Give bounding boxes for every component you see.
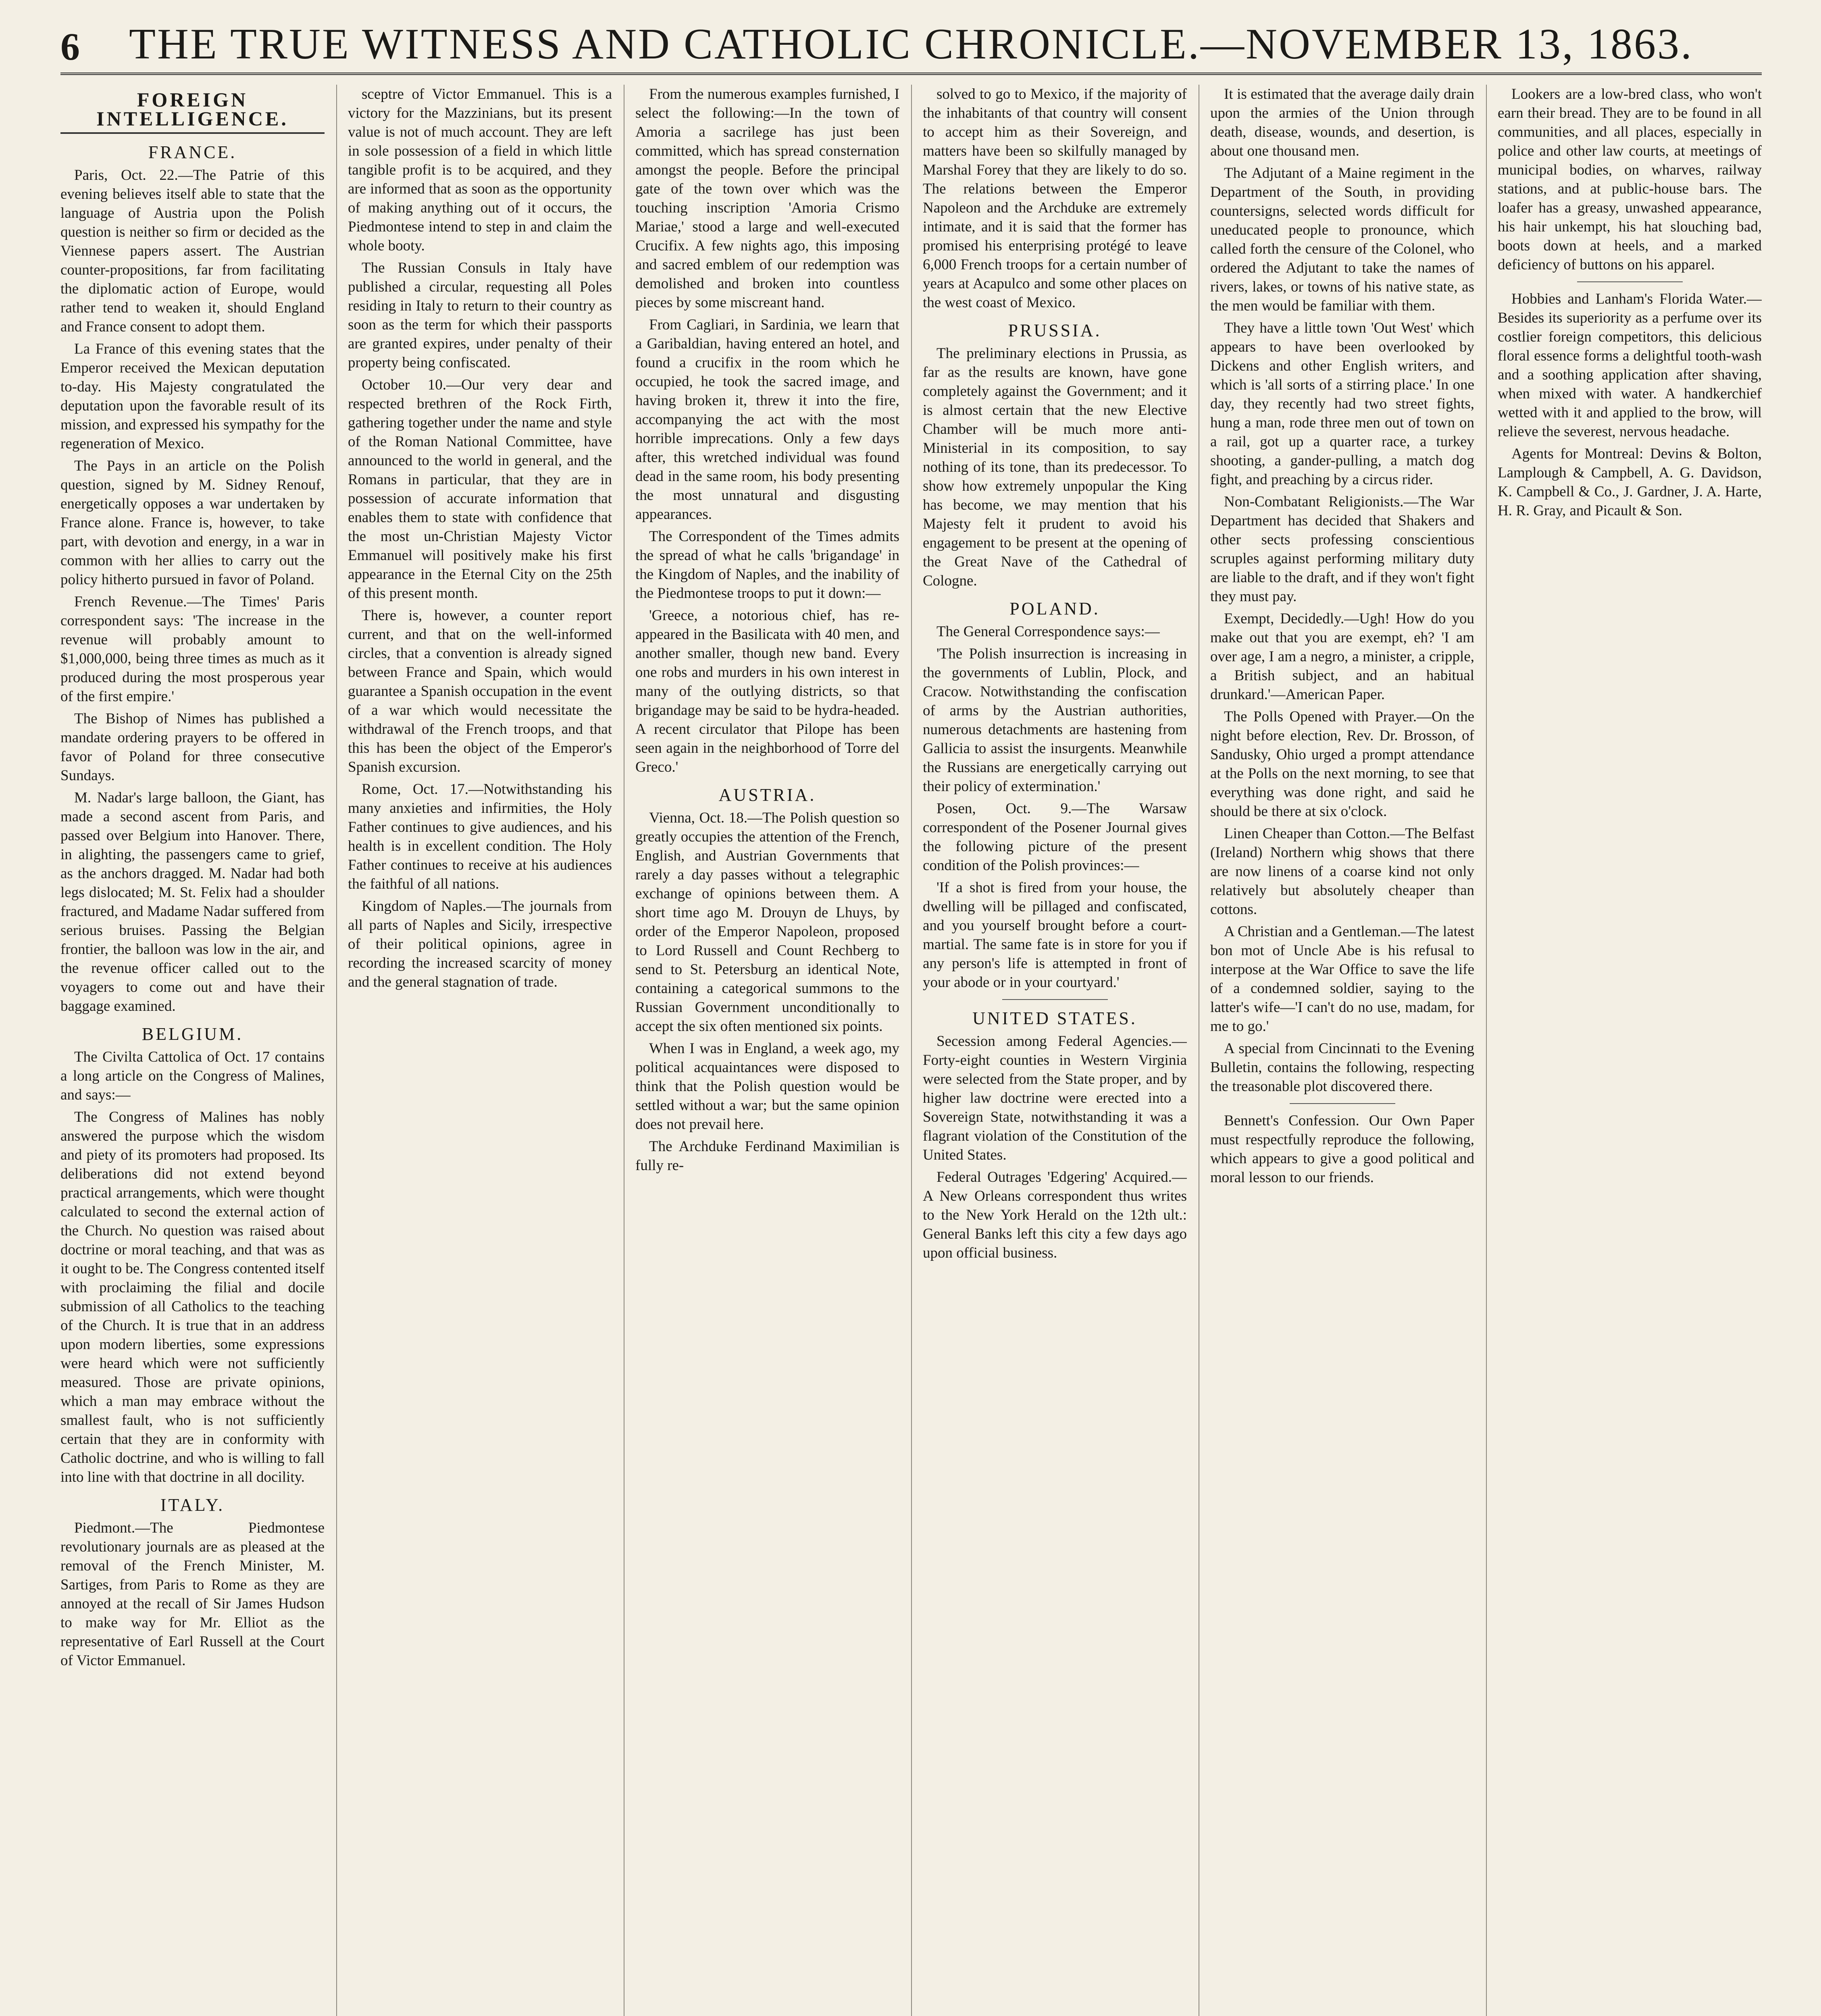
masthead [60,12,1762,75]
paragraph: Linen Cheaper than Cotton.—The Belfast (Ireland) Northern whig shows that there are now linens of a coarse kind not only relatively but absolutely cheaper than cottons. [1210,825,1474,918]
page-number: 6 [60,25,80,68]
paragraph: solved to go to Mexico, if the majority of the inhabitants of that country will consent to accept him as their Sovereign, and matters have been so skilfully managed by Marshal Forey that they are likely to do so. The relations between the Emperor Napoleon and the Archduke are extremely intimate, and it is said that the former has promised his enterprising protégé to leave 6,000 French troops for a certain number of years at Acapulco and some other places on the west coast of Mexico. [923,86,1187,311]
paragraph: Federal Outrages 'Edgering' Acquired.—A New Orleans correspondent thus writes to the New York Herald on the 12th ult.: General Banks left this city a few days ago upon official business. [923,1169,1187,1261]
column-2 [348,85,612,2016]
paragraph: Hobbies and Lanham's Florida Water.—Besides its superiority as a perfume over its costlier foreign competitors, this delicious floral essence forms a delightful tooth-wash and a soothing application after shaving, when mixed with water. A handkerchief wetted with it and applied to the brow, will relieve the severest, nervous headache. [1498,291,1762,440]
column-rule [1486,85,1487,2016]
paragraph: Paris, Oct. 22.—The Patrie of this evening believes itself able to state that the language of Austria upon the Polish question is neither so firm or decided as the Viennese papers assert. The Austrian counter-propositions, far from facilitating the diplomatic action of Europe, would rather tend to weaken it, should England and France consent to adopt them. [60,167,325,335]
column-1 [60,85,325,2016]
paragraph: The General Correspondence says:— [937,623,1160,640]
paragraph: Piedmont.—The Piedmontese revolutionary journals are as pleased at the removal of the French Minister, M. Sartiges, from Paris to Rome as they are annoyed at the recall of Sir James Hudson to make way for Mr. Elliot as the representative of Earl Russell at the Court of Victor Emmanuel. [60,1520,325,1669]
paragraph: Kingdom of Naples.—The journals from all parts of Naples and Sicily, irrespective of their political opinions, agree in recording the increased scarcity of money and the general stagnation of trade. [348,898,612,990]
column-4 [923,85,1187,2016]
paragraph: From the numerous examples furnished, I select the following:—In the town of Amoria a sacrilege has just been committed, which has spread consternation amongst the people. Before the principal gate of the town over which was the touching inscription 'Amoria Crismo Mariae,' stood a large and well-executed Crucifix. A few nights ago, this imposing and sacred emblem of our redemption was demolished and broken into countless pieces by some miscreant hand. [635,86,899,311]
column-6 [1498,85,1762,2016]
paragraph: The Adjutant of a Maine regiment in the Department of the South, in providing countersigns, selected words difficult for uneducated people to pronounce, which called forth the censure of the Colonel, who ordered the Adjutant to take the names of rivers, lakes, or towns of his native state, as the men would be familiar with them. [1210,165,1474,314]
paragraph: It is estimated that the average daily drain upon the armies of the Union through death, disease, wounds, and desertion, is about one thousand men. [1210,86,1474,159]
paragraph: M. Nadar's large balloon, the Giant, has made a second ascent from Paris, and passed over Belgium into Hanover. There, in alighting, the passengers came to grief, as the anchors dragged. M. Nadar had both legs dislocated; M. St. Felix had a shoulder fractured, and Madame Nadar suffered from serious bruises. Passing the Belgian frontier, the balloon was low in the air, and the revenue officer called out to the voyagers to come out and have their baggage examined. [60,789,325,1014]
paragraph: Lookers are a low-bred class, who won't earn their bread. They are to be found in all communities, and all places, especially in police and other law courts, at meetings of municipal bodies, on wharves, railway stations, and at public-house bars. The loafer has a greasy, unwashed appearance, his hair unkempt, his hat slouching bad, boots down at heels, and a marked deficiency of buttons on his apparel. [1498,86,1762,273]
paragraph: sceptre of Victor Emmanuel. This is a victory for the Mazzinians, but its present value is not of much account. They are left in sole possession of a field in which little tangible profit is to be acquired, and they are informed that as soon as the opportunity of making anything out of it occurs, the Piedmontese intend to step in and claim the whole booty. [348,86,612,254]
paragraph: There is, however, a counter report current, and that on the well-informed circles, that a convention is already signed between France and Spain, which would guarantee a Spanish occupation in the event of a war which would necessitate the withdrawal of the French troops, and that this has been the object of the Emperor's Spanish excursion. [348,607,612,775]
subheading-poland: POLAND. [1009,599,1100,619]
subheading-prussia: PRUSSIA. [1008,321,1102,340]
section-divider [60,132,325,134]
column-rule [336,85,337,2016]
paragraph: 'If a shot is fired from your house, the dwelling will be pillaged and confiscated, and you yourself brought before a court-martial. The same fate is in store for you if any person's life is attempted in front of your abode or in your courtyard.' [923,879,1187,991]
paragraph: October 10.—Our very dear and respected brethren of the Rock Firth, gathering together under the name and style of the Roman National Committee, have announced to the world in general, and the Romans in particular, that they are in possession of accurate information that enables them to state with confidence that the most un-Christian Majesty Victor Emmanuel will positively make his first appearance in the Eternal City on the 25th of this present month. [348,377,612,602]
column-5 [1210,85,1474,2016]
paragraph: Vienna, Oct. 18.—The Polish question so greatly occupies the attention of the French, English, and Austrian Governments that rarely a day passes without a telegraphic exchange of opinions between them. A short time ago M. Drouyn de Lhuys, by order of the Emperor Napoleon, proposed to Lord Russell and Count Rechberg to send to St. Petersburg an identical Note, containing a categorical summons to the Russian Government unconditionally to accept the six often mentioned six points. [635,810,899,1035]
paragraph: Exempt, Decidedly.—Ugh! How do you make out that you are exempt, eh? 'I am over age, I am a negro, a minister, a cripple, a British subject, and an habitual drunkard.'—American Paper. [1210,610,1474,703]
paragraph: Agents for Montreal: Devins & Bolton, Lamplough & Campbell, A. G. Davidson, K. Campbell & Co., J. Gardner, J. A. Harte, H. R. Gray, and Picault & Son. [1498,446,1762,519]
paragraph: 'The Polish insurrection is increasing in the governments of Lublin, Plock, and Cracow. Notwithstanding the confiscation of arms by the Austrian authorities, numerous detachments are hastening from Gallicia to assist the insurgents. Meanwhile the Russians are energetically carrying out their policy of extermination.' [923,646,1187,795]
paragraph: From Cagliari, in Sardinia, we learn that a Garibaldian, having entered an hotel, and found a crucifix in the room which he occupied, he took the sacred image, and having broken it, threw it into the fire, accompanying the act with the most horrible imprecations. Only a few days after, this wretched individual was found dead in the same room, his body presenting the most unnatural and disgusting appearances. [635,317,899,523]
column-rule [911,85,912,2016]
divider [1290,1103,1395,1104]
column-3 [635,85,899,2016]
subheading-austria: AUSTRIA. [718,785,816,805]
paragraph: The Congress of Malines has nobly answered the purpose which the wisdom and piety of its promoters had proposed. Its deliberations did not extend beyond practical arrangements, which were thought calculated to second the external action of the Church. No question was raised about doctrine or moral teaching, and that was as it ought to be. The Congress contented itself with proclaiming the filial and docile submission of all Catholics to the teaching of the Church. It is true that in an address upon modern liberties, some expressions were heard which were not sufficiently measured. Those are private opinions, which a man may embrace without the smallest fault, who is not sufficiently certain that they are in conformity with Catholic doctrine, and who is willing to fall into line with that doctrine in all docility. [60,1109,325,1485]
divider [1577,281,1683,282]
paragraph: The Correspondent of the Times admits the spread of what he calls 'brigandage' in the Kingdom of Naples, and the inability of the Piedmontese troops to put it down:— [635,528,899,602]
paragraph: Secession among Federal Agencies.—Forty-eight counties in Western Virginia were selected from the State proper, and by higher law doctrine were erected into a Sovereign State, notwithstanding it was a flagrant violation of the Constitution of the United States. [923,1033,1187,1163]
paragraph: French Revenue.—The Times' Paris correspondent says: 'The increase in the revenue will probably amount to $1,000,000, being three times as much as it produced during the most prosperous year of the first empire.' [60,594,325,705]
section-heading-foreign-intelligence: FOREIGN INTELLIGENCE. [96,88,289,130]
subheading-belgium: BELGIUM. [142,1024,243,1044]
paragraph: When I was in England, a week ago, my political acquaintances were disposed to think that the Polish question would be settled without a war; but the same opinion does not prevail here. [635,1040,899,1133]
paragraph: La France of this evening states that the Emperor received the Mexican deputation to-day. His Majesty congratulated the deputation upon the favorable result of its mission, and expressed his sympathy for the regeneration of Mexico. [60,341,325,452]
paragraph: Posen, Oct. 9.—The Warsaw correspondent of the Posener Journal gives the following picture of the present condition of the Polish provinces:— [923,800,1187,874]
paragraph: A Christian and a Gentleman.—The latest bon mot of Uncle Abe is his refusal to interpose at the War Office to save the life of a condemned soldier, saying to the latter's wife—'I can't do no use, madam, for me to go.' [1210,923,1474,1035]
paragraph: A special from Cincinnati to the Evening Bulletin, contains the following, respecting the treasonable plot discovered there. [1210,1040,1474,1095]
paragraph: The Polls Opened with Prayer.—On the night before election, Rev. Dr. Brosson, of Sandusky, Ohio urged a prompt attendance at the Polls on the next morning, to see that everything was done right, and said he should be there at six o'clock. [1210,708,1474,820]
paragraph: The Pays in an article on the Polish question, signed by M. Sidney Renouf, energetically opposes a war undertaken by France alone. France is, however, to take part, with devotion and energy, in a war in common with her allies to carry out the policy hitherto pursued in favor of Poland. [60,458,325,588]
newspaper-title: THE TRUE WITNESS AND CATHOLIC CHRONICLE.—NOVEMBER 13, 1863. [129,20,1693,68]
paragraph: 'Greece, a notorious chief, has re-appeared in the Basilicata with 40 men, and another smaller, though new band. Every one robs and murders in his own interest in many of the outlying districts, so that brigandage may be said to be hydra-headed. A recent circulator that Pilope has been seen again in the neighborhood of Torre del Greco.' [635,607,899,775]
paragraph: The preliminary elections in Prussia, as far as the results are known, have gone completely against the Government; and it is almost certain that the new Elective Chamber will be much more anti-Ministerial in its composition, to say nothing of its tone, than its predecessor. To show how extremely unpopular the King has become, we may mention that his Majesty felt it prudent to avoid his engagement to be present at the opening of the Great Nave of the Cathedral of Cologne. [923,345,1187,589]
paragraph: Bennett's Confession. Our Own Paper must respectfully reproduce the following, which appears to give a good political and moral lesson to our friends. [1210,1112,1474,1186]
paragraph: The Bishop of Nimes has published a mandate ordering prayers to be offered in favor of Poland for three consecutive Sundays. [60,710,325,784]
divider [1002,999,1108,1000]
subheading-france: FRANCE. [148,142,237,162]
paragraph: The Archduke Ferdinand Maximilian is fully re- [635,1138,899,1174]
article-columns [60,85,1762,2016]
subheading-united-states: UNITED STATES. [972,1008,1137,1028]
paragraph: The Civilta Cattolica of Oct. 17 contains a long article on the Congress of Malines, and says:— [60,1049,325,1103]
paragraph: Rome, Oct. 17.—Notwithstanding his many anxieties and infirmities, the Holy Father continues to give audiences, and his health is in excellent condition. The Holy Father continues to receive at his audiences the faithful of all nations. [348,781,612,892]
paragraph: Non-Combatant Religionists.—The War Department has decided that Shakers and other sects professing conscientious scruples against performing military duty are liable to the draft, and if they won't fight they must pay. [1210,494,1474,605]
paragraph: The Russian Consuls in Italy have published a circular, requesting all Poles residing in Italy to return to their country as soon as the term for which their passports are granted expires, under penalty of their property being confiscated. [348,260,612,371]
paragraph: They have a little town 'Out West' which appears to have been overlooked by Dickens and other English writers, and which is 'all sorts of a stirring place.' In one day, they recently had two street fights, hung a man, rode three men out of town on a rail, got up a quarter race, a turkey shooting, a gander-pulling, a match dog fight, and preaching by a circus rider. [1210,320,1474,488]
subheading-italy: ITALY. [160,1495,225,1515]
